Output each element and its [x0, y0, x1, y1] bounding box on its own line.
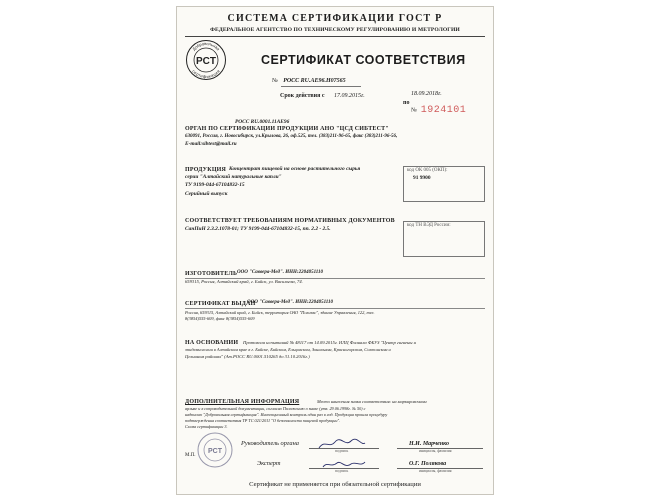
cert-body-address: 630091, Россия, г. Новосибирск, ул.Крылова, 26, оф.525, тел. (383)211-96-65, факс (383)211-96-56,	[185, 134, 398, 139]
registration-value: РОСС RU.AE96.H07565	[283, 78, 346, 84]
expert-label: Эксперт	[257, 460, 281, 467]
additional-label: ДОПОЛНИТЕЛЬНАЯ ИНФОРМАЦИЯ	[185, 399, 300, 405]
system-title: СИСТЕМА СЕРТИФИКАЦИИ ГОСТ Р	[227, 13, 443, 24]
expert-name-caption: инициалы, фамилия	[419, 469, 452, 473]
additional-line-4: Схема сертификации 3.	[185, 424, 228, 429]
manufacturer-label: ИЗГОТОВИТЕЛЬ	[185, 271, 238, 277]
product-line-2: серии "Алтайский натуральные капли"	[185, 174, 282, 180]
validity-label: Срок действия с	[280, 93, 325, 99]
registration-number: № РОСС RU.AE96.H07565	[272, 78, 346, 84]
head-label: Руководитель органа	[241, 440, 299, 447]
cert-body-code: РОСС RU.0001.11AE96	[235, 119, 290, 125]
registration-rule	[281, 86, 361, 87]
svg-text:Добровольная	[191, 41, 221, 51]
validity-to: 18.09.2018г.	[411, 91, 442, 97]
basis-line-3: Целинном районах" (Ат.РОСС RU.0001.510265 до 31.10.2016г.)	[185, 354, 310, 359]
requirements-text: СанПиН 2.3.2.1078-01; ТУ 9199-044-67104832-15, пп. 2.2 - 2.5.	[185, 226, 331, 232]
rst-logo	[185, 39, 227, 81]
head-sign-caption: подпись	[335, 449, 349, 453]
expert-name: О.Г. Полякова	[409, 461, 447, 467]
issued-to-line-1: Россия, 659315, Алтайский край, г. Бийск, территория ОАО "Полиэкс", здание Управления, 122, тел.	[185, 310, 375, 315]
product-label: ПРОДУКЦИЯ	[185, 167, 227, 173]
product-line-4: Серийный выпуск	[185, 191, 228, 197]
blank-number: № 1924101	[411, 104, 467, 116]
header-rule	[185, 36, 485, 37]
cert-body-email: E-mail:sibtest@mail.ru	[185, 141, 237, 147]
head-name-caption: инициалы, фамилия	[419, 449, 452, 453]
validity-line	[280, 93, 365, 99]
manufacturer-name: ООО "Саввера-Мед". ИНН:2204051110	[237, 270, 324, 275]
product-line-3: ТУ 9199-044-67104832-15	[185, 182, 245, 188]
additional-line-3: подтверждения соответствия ТР ТС 021/2011 "О безопасности пищевой продукции".	[185, 418, 341, 423]
svg-text:сертификация	[191, 69, 220, 79]
issued-to-name: ООО "Саввера-Мед". ИНН:2204051110	[247, 300, 334, 305]
validity-from: 17.09.2015г.	[334, 93, 365, 99]
okp-caption: код ОК 005 (ОКП):	[407, 168, 448, 173]
additional-right: Место нанесения знака соответствия: на маркировочном	[317, 399, 427, 404]
issued-to-rule	[185, 308, 485, 309]
certificate-sheet	[176, 6, 494, 495]
footer-note: Сертификат не применяется при обязательной сертификации	[249, 481, 421, 488]
seal-stamp	[195, 431, 235, 469]
product-line-1: Концентрат пищевой на основе растительного сырья	[229, 166, 361, 172]
basis-label: НА ОСНОВАНИИ	[185, 340, 239, 346]
issued-to-line-2: 8(3854)555-609, факс 8(3854)555-609	[185, 316, 255, 321]
agency-title: ФЕДЕРАЛЬНОЕ АГЕНТСТВО ПО ТЕХНИЧЕСКОМУ РЕГУЛИРОВАНИЮ И МЕТРОЛОГИИ	[210, 27, 460, 33]
manufacturer-address: 659315, Россия, Алтайский край, г. Бийск, ул. Васильева, 74.	[185, 279, 303, 284]
logo-arc-bottom: сертификация	[191, 68, 221, 80]
blank-number-value: 1924101	[420, 104, 467, 116]
additional-line-1: ярлыке и в сопроводительной документации, согласно Положению о знаке (утв. 29.06.1998г. № 50) с	[185, 406, 366, 411]
requirements-label: СООТВЕТСТВУЕТ ТРЕБОВАНИЯМ НОРМАТИВНЫХ ДОКУМЕНТОВ	[185, 218, 395, 224]
certificate-title: СЕРТИФИКАТ СООТВЕТСТВИЯ	[261, 53, 466, 67]
tnved-caption: код ТН ВЭД России:	[407, 223, 451, 228]
expert-sign-caption: подпись	[335, 469, 349, 473]
stamp-mark: PCT	[208, 448, 222, 455]
logo-mark: PCT	[196, 56, 216, 67]
validity-to-label: по	[403, 100, 410, 106]
logo-arc-top: Добровольная	[191, 40, 221, 52]
basis-line-1: Протокола испытаний № 48117 от 14.09.2015г. ИЛЦ Филиала ФБУЗ "Центр гигиены и	[243, 340, 416, 345]
additional-line-2: надписью "Добровольная сертификация". Инспекционный контроль один раз в год. Продукция прошла процедуру	[185, 412, 388, 417]
basis-line-2: эпидемиологии в Алтайском крае в г. Бийске, Бийском, Ельцовском, Зональном, Красногорском, Солтонском и	[185, 347, 391, 352]
issued-to-label: СЕРТИФИКАТ ВЫДАН	[185, 301, 256, 307]
okp-value: 91 9900	[413, 175, 431, 181]
cert-body-heading: ОРГАН ПО СЕРТИФИКАЦИИ ПРОДУКЦИИ АНО "ЦСД СИБТЕСТ"	[185, 126, 389, 132]
stamp-label: М.П.	[185, 453, 196, 458]
head-name: Н.И. Марченко	[409, 441, 449, 447]
